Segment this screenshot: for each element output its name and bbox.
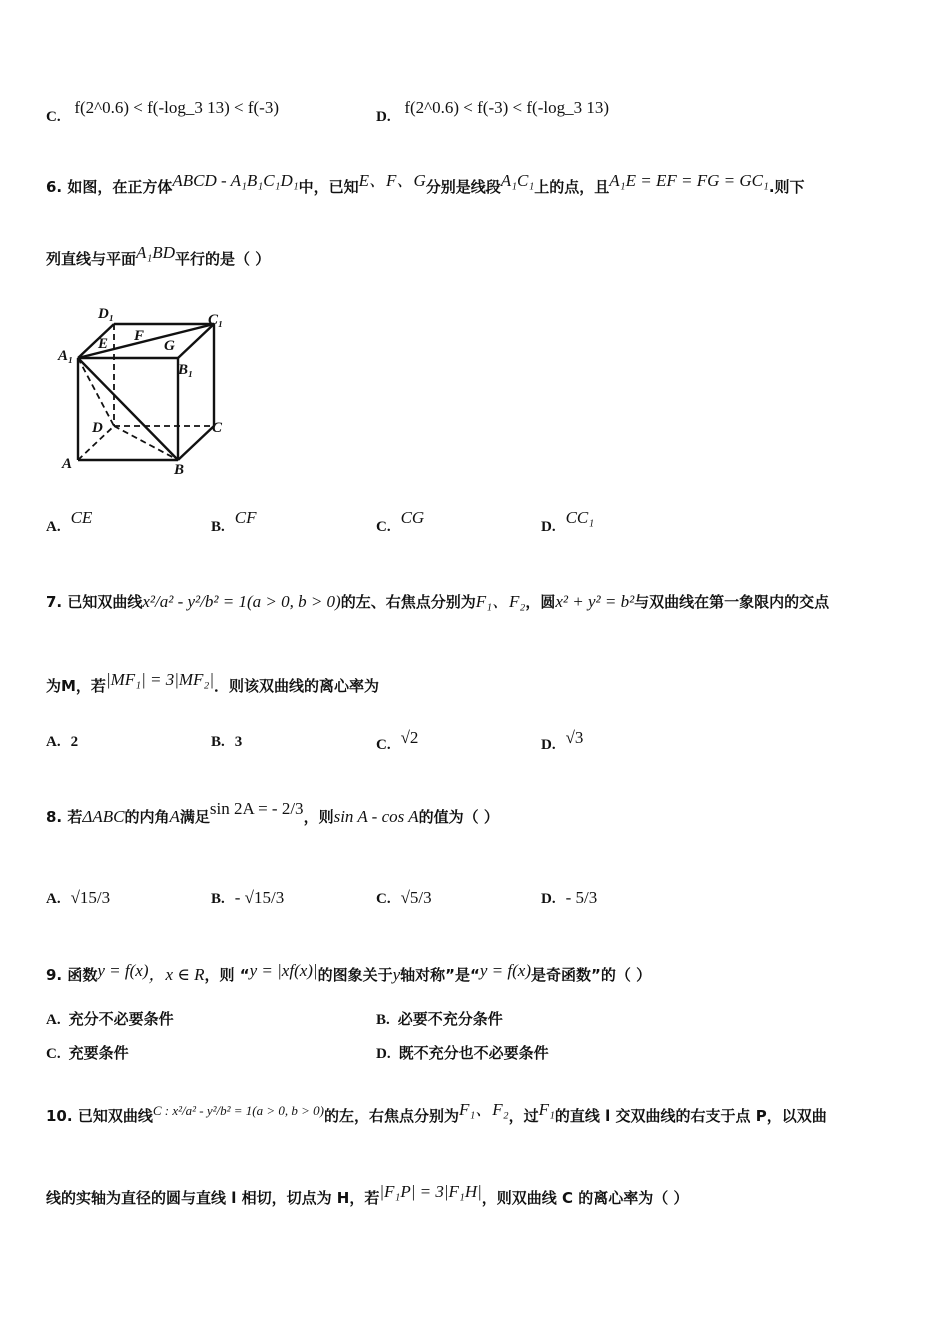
- math-expression: y: [392, 965, 401, 984]
- stem-text: 列直线与平面: [46, 250, 137, 268]
- math-expression: F₁、F₂: [459, 1100, 509, 1119]
- stem-text: 线的实轴为直径的圆与直线 l 相切，切点为 H，若: [46, 1189, 380, 1207]
- label-b1: B₁: [178, 362, 194, 378]
- option-label: C.: [376, 519, 391, 535]
- stem-text: 满足: [179, 808, 210, 826]
- option-value: 3: [234, 734, 243, 750]
- math-expression: y = f(x): [97, 961, 149, 980]
- stem-text: 已知双曲线: [77, 1107, 153, 1125]
- q8-option-c[interactable]: [376, 888, 432, 908]
- q7-stem-line2: [46, 670, 380, 696]
- option-value: CC₁: [565, 508, 595, 527]
- question-number: 7.: [46, 593, 63, 611]
- q10-stem-line2: [46, 1182, 689, 1208]
- option-value: CE: [70, 508, 93, 527]
- option-label: D.: [541, 519, 556, 535]
- q8-option-d[interactable]: [541, 888, 597, 908]
- label-d: D: [92, 420, 103, 436]
- math-expression: sin 2A = - 2/3: [209, 799, 304, 818]
- stem-text: ，则: [303, 808, 334, 826]
- q9-option-a[interactable]: [46, 1008, 174, 1029]
- option-label: C.: [376, 891, 391, 907]
- option-label: C.: [376, 737, 391, 753]
- q9-stem: [46, 960, 651, 985]
- label-a1: A₁: [58, 348, 74, 364]
- stem-text: ．则该双曲线的离心率为: [214, 677, 380, 695]
- math-expression: f(2^0.6) < f(-log_3 13) < f(-3): [74, 98, 279, 117]
- option-label: C.: [46, 1046, 61, 1062]
- stem-text: 中，已知: [298, 178, 359, 196]
- option-value: 2: [70, 734, 79, 750]
- stem-text: 的图象关于: [317, 966, 393, 984]
- stem-text: 的左、右焦点分别为: [340, 593, 476, 611]
- option-label: A.: [46, 519, 61, 535]
- math-expression: ，x ∈ R: [148, 965, 205, 984]
- option-label: C.: [46, 109, 61, 125]
- question-number: 6.: [46, 178, 63, 196]
- option-value: 必要不充分条件: [397, 1010, 503, 1028]
- stem-text: 的左，右焦点分别为: [324, 1107, 460, 1125]
- q7-option-d[interactable]: [541, 728, 584, 754]
- option-value: 既不充分也不必要条件: [398, 1044, 549, 1062]
- label-f: F: [134, 328, 145, 344]
- question-number: 10.: [46, 1107, 73, 1125]
- label-b: B: [174, 462, 185, 478]
- q6-stem-line1: [46, 172, 805, 197]
- question-number: 9.: [46, 966, 63, 984]
- q9-option-d[interactable]: [376, 1042, 549, 1063]
- label-g: G: [164, 338, 175, 354]
- math-expression: ΔABC: [82, 807, 125, 826]
- option-label: D.: [376, 1046, 391, 1062]
- stem-text: 与双曲线在第一象限内的交点: [634, 593, 830, 611]
- q8-stem: [46, 799, 499, 827]
- q5-option-c[interactable]: [46, 98, 279, 126]
- stem-text: ，圆: [525, 593, 556, 611]
- stem-text: 的直线 l 交双曲线的右支于点 P，以双曲: [554, 1107, 827, 1125]
- option-label: A.: [46, 891, 61, 907]
- math-expression: x²/a² - y²/b² = 1(a > 0, b > 0): [142, 592, 341, 611]
- stem-text: 如图，在正方体: [67, 178, 173, 196]
- option-label: D.: [376, 109, 391, 125]
- math-expression: f(2^0.6) < f(-3) < f(-log_3 13): [404, 98, 609, 117]
- q9-option-b[interactable]: [376, 1008, 503, 1029]
- option-label: A.: [46, 1012, 61, 1028]
- math-expression: |F₁P| = 3|F₁H|: [379, 1182, 482, 1201]
- stem-text: 的值为（ ）: [418, 808, 499, 826]
- q6-option-b[interactable]: [211, 508, 257, 536]
- math-expression: x² + y² = b²: [555, 592, 635, 611]
- q6-option-d[interactable]: [541, 508, 595, 536]
- q8-option-a[interactable]: [46, 888, 110, 908]
- label-a: A: [62, 456, 73, 472]
- stem-text: 是奇函数”的（ ）: [531, 966, 652, 984]
- q6-option-c[interactable]: [376, 508, 425, 536]
- q7-option-b[interactable]: [211, 734, 242, 751]
- math-expression: A: [169, 807, 180, 826]
- option-value: - 5/3: [565, 888, 598, 907]
- stem-text: 平行的是（ ）: [174, 250, 271, 268]
- stem-text: .则下: [768, 178, 805, 196]
- stem-text: 轴对称”是“: [400, 966, 480, 984]
- option-value: √2: [400, 728, 419, 747]
- math-expression: y = f(x): [479, 961, 531, 980]
- stem-text: 已知双曲线: [67, 593, 143, 611]
- q7-stem-line1: [46, 587, 829, 612]
- q10-stem-line1: [46, 1101, 827, 1126]
- stem-text: 若: [67, 808, 83, 826]
- option-value: 充要条件: [68, 1044, 129, 1062]
- option-value: √5/3: [400, 888, 432, 907]
- label-d1: D₁: [98, 306, 115, 322]
- option-value: CF: [234, 508, 257, 527]
- math-expression: sin A - cos A: [333, 807, 419, 826]
- option-label: B.: [211, 734, 225, 750]
- math-expression: A₁C₁: [500, 171, 535, 190]
- math-expression: F₁: [538, 1100, 555, 1119]
- math-expression: A₁BD: [136, 243, 175, 262]
- stem-text: ，过: [508, 1107, 539, 1125]
- q5-option-d[interactable]: [376, 98, 609, 126]
- q7-option-c[interactable]: [376, 728, 419, 754]
- option-label: B.: [376, 1012, 390, 1028]
- option-label: A.: [46, 734, 61, 750]
- option-value: - √15/3: [234, 888, 285, 907]
- label-c: C: [212, 420, 223, 436]
- option-value: √15/3: [70, 888, 111, 907]
- q8-option-b[interactable]: [211, 888, 284, 908]
- math-expression: E、F、G: [358, 171, 426, 190]
- stem-text: 的内角: [124, 808, 170, 826]
- stem-text: 上的点，且: [534, 178, 610, 196]
- math-expression: A₁E = EF = FG = GC₁: [609, 171, 769, 190]
- stem-text: 为M，若: [46, 677, 106, 695]
- cube-figure: [56, 300, 236, 480]
- stem-text: 分别是线段: [425, 178, 501, 196]
- math-expression: F₁、F₂: [475, 592, 526, 611]
- stem-text: ，则双曲线 C 的离心率为（ ）: [481, 1189, 689, 1207]
- option-value: √3: [565, 728, 584, 747]
- label-c1: C₁: [208, 312, 224, 328]
- stem-text: ，则 “: [204, 966, 250, 984]
- option-label: D.: [541, 891, 556, 907]
- math-expression: C : x²/a² - y²/b² = 1(a > 0, b > 0): [152, 1103, 324, 1118]
- math-expression: ABCD - A₁B₁C₁D₁: [172, 171, 299, 190]
- option-label: B.: [211, 891, 225, 907]
- q9-option-c[interactable]: [46, 1042, 129, 1063]
- math-expression: |MF₁| = 3|MF₂|: [105, 670, 215, 689]
- option-value: CG: [400, 508, 425, 527]
- question-number: 8.: [46, 808, 63, 826]
- q7-option-a[interactable]: [46, 734, 78, 751]
- q6-option-a[interactable]: [46, 508, 93, 536]
- math-expression: y = |xf(x)|: [249, 961, 318, 980]
- option-label: D.: [541, 737, 556, 753]
- stem-text: 函数: [67, 966, 98, 984]
- option-value: 充分不必要条件: [68, 1010, 174, 1028]
- q6-stem-line2: [46, 243, 271, 269]
- option-label: B.: [211, 519, 225, 535]
- label-e: E: [98, 336, 109, 352]
